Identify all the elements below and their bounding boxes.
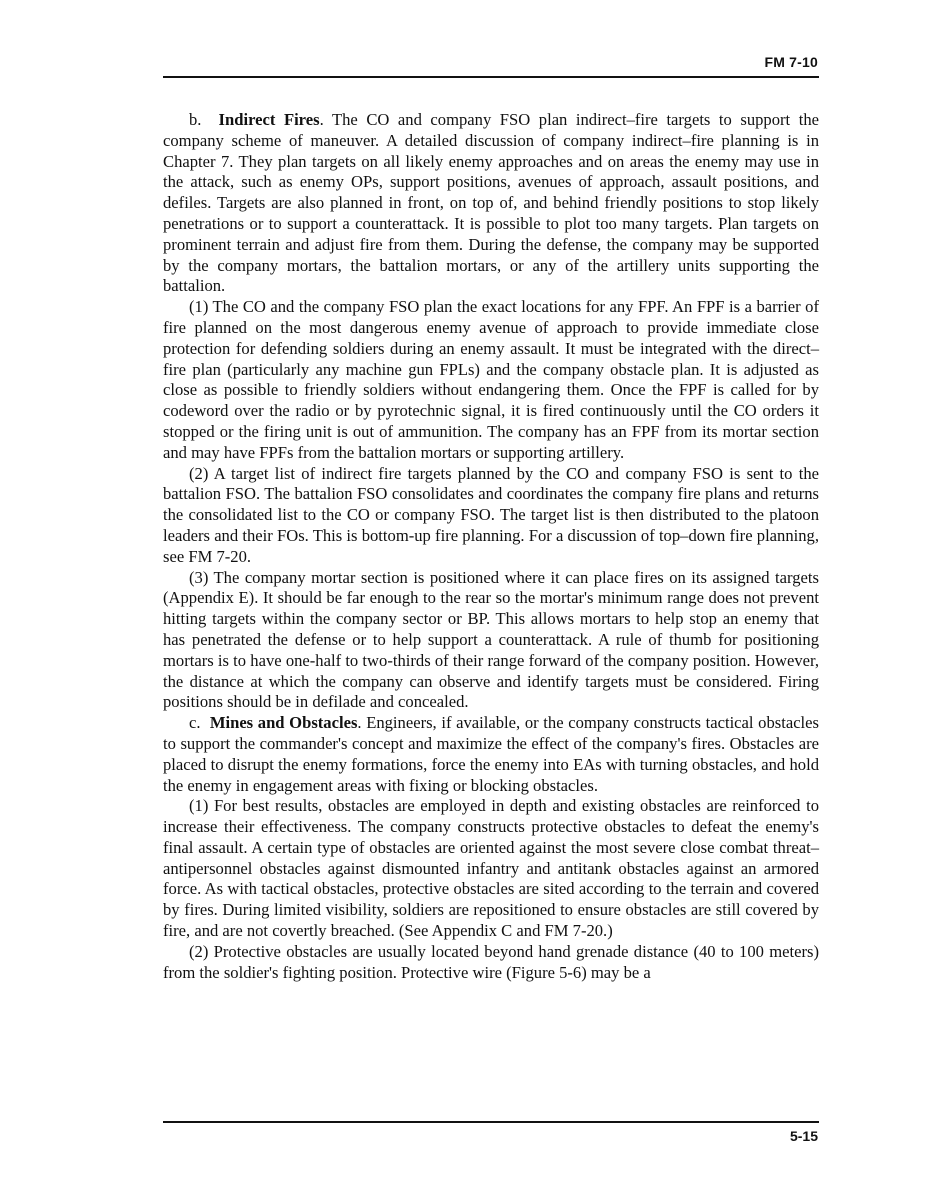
- paragraph-c: [163, 713, 819, 796]
- paragraph-b: [163, 110, 819, 297]
- paragraph-b1: (1) The CO and the company FSO plan the exact locations for any FPF. An FPF is a barrier of fire planned on the most dangerous enemy avenue of approach to provide immediate close protection for defending soldiers during an enemy assault. It must be integrated with the direct–fire plan (particularly any machine gun FPLs) and the company obstacle plan. It is adjusted as close as possible to friendly soldiers without endangering them. Once the FPF is called for by codeword over the radio or by pyrotechnic signal, it is fired continuously until the CO orders it stopped or the firing unit is out of ammunition. The company has an FPF from its mortar section and may have FPFs from the battalion mortars or supporting artillery.: [163, 297, 819, 462]
- paragraph-b3: (3) The company mortar section is positioned where it can place fires on its assigned targets (Appendix E). It should be far enough to the rear so the mortar's minimum range does not prevent hitting targets within the company sector or BP. This allows mortars to help stop an enemy that has penetrated the defense or to help support a counterattack. A rule of thumb for positioning mortars is to have one-half to two-thirds of their range forward of the company position. However, the distance at which the company can observe and identify targets must be considered. Firing positions should be in defilade and concealed.: [163, 567, 819, 712]
- paragraph-c-text: . Engineers, if available, or the company constructs tactical obstacles to support the commander's concept and maximize the effect of the company's fires. Obstacles are placed to disrupt the enemy formations, force the enemy into EAs with turning obstacles, and hold the enemy in engagement areas with fixing or blocking obstacles.: [163, 713, 819, 795]
- paragraph-b2: (2) A target list of indirect fire targets planned by the CO and company FSO is sent to the battalion FSO. The battalion FSO consolidates and coordinates the company fire plans and returns the consolidated list to the CO or company FSO. The target list is then distributed to the platoon leaders and their FOs. This is bottom-up fire planning. For a discussion of top–down fire planning, see FM 7-20.: [163, 463, 819, 566]
- page-number: 5-15: [789, 1128, 818, 1144]
- paragraph-c2: (2) Protective obstacles are usually located beyond hand grenade distance (40 to 100 meters) from the soldier's fighting position. Protective wire (Figure 5-6) may be a: [163, 941, 819, 982]
- paragraph-b-text: . The CO and company FSO plan indirect–fire targets to support the company scheme of maneuver. A detailed discussion of company indirect–fire planning is in Chapter 7. They plan targets on all likely enemy approaches and on areas the enemy may use in the attack, such as enemy OPs, support positions, avenues of approach, assault positions, and defiles. Targets are also planned in front, on top of, and behind friendly positions to stop likely penetrations or to support a counterattack. It is possible to plot too many targets. Plan targets on prominent terrain and adjust fire from them. During the defense, the company may be supported by the company mortars, the battalion mortars, or any of the artillery units supporting the battalion.: [163, 110, 819, 296]
- paragraph-b-heading: Indirect Fires: [218, 110, 320, 129]
- page-body: [163, 110, 819, 983]
- paragraph-c-marker: c.: [189, 713, 201, 733]
- header-rule: [163, 76, 819, 78]
- paragraph-b-marker: b.: [189, 110, 202, 129]
- paragraph-c1: (1) For best results, obstacles are employed in depth and existing obstacles are reinforced to increase their effectiveness. The company constructs protective obstacles to defeat the enemy's final assault. A certain type of obstacles are oriented against the most severe close combat threat–antipersonnel obstacles against dismounted infantry and antitank obstacles against an armored force. As with tactical obstacles, protective obstacles are sited according to the terrain and covered by fires. During limited visibility, soldiers are repositioned to ensure obstacles are still covered by fire, and are not covertly breached. (See Appendix C and FM 7-20.): [163, 796, 819, 941]
- manual-id: FM 7-10: [764, 54, 818, 70]
- footer-rule: [163, 1121, 819, 1123]
- paragraph-c-heading: Mines and Obstacles: [209, 713, 358, 733]
